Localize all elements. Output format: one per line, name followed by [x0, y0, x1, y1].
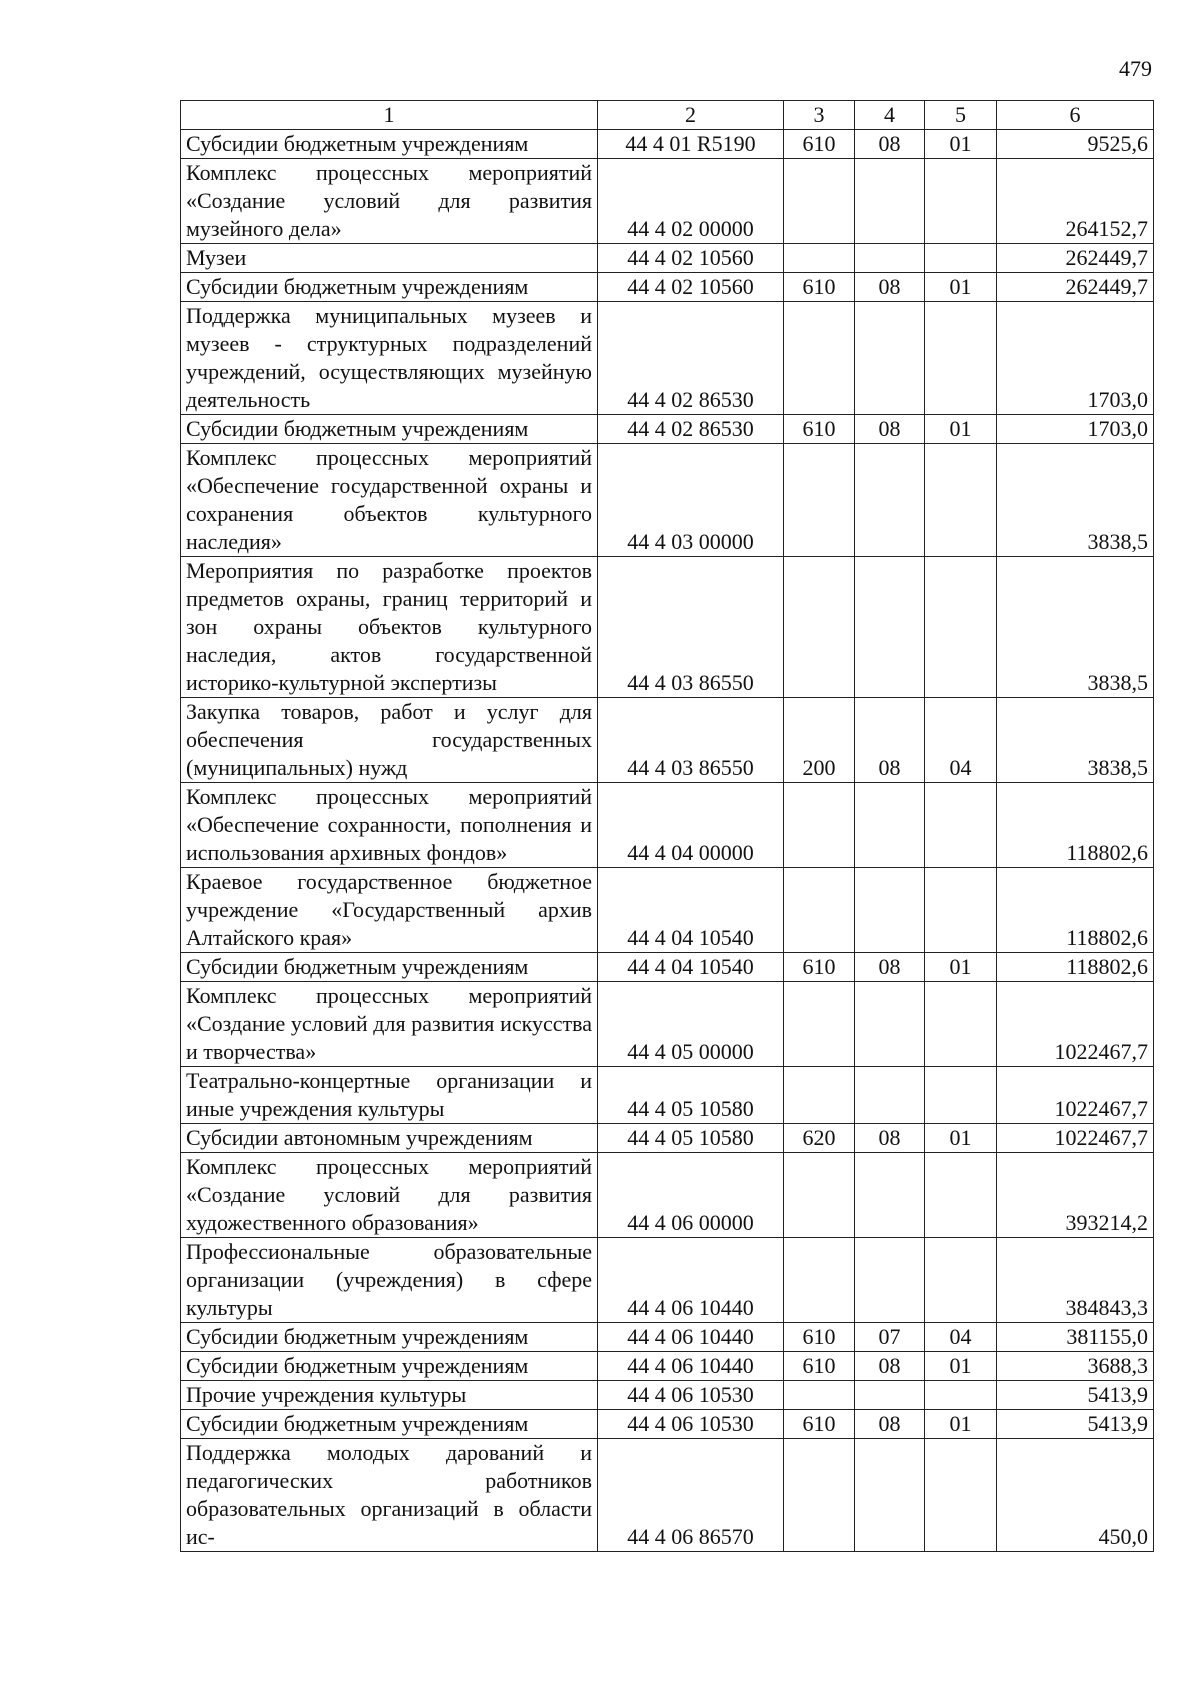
row-col5-cell: 01 — [925, 130, 997, 159]
row-name-cell: Поддержка муниципальных музеев и музеев - структурных подразделений учреждений, осуществляющих музейную деятельность — [181, 302, 598, 415]
row-col4-cell: 08 — [855, 953, 925, 982]
row-code-cell: 44 4 06 10530 — [598, 1381, 784, 1410]
row-code-cell: 44 4 06 10440 — [598, 1238, 784, 1323]
row-col5-cell — [925, 868, 997, 953]
row-col3-cell — [784, 444, 855, 557]
row-name-cell: Музеи — [181, 244, 598, 273]
column-header-1: 1 — [181, 101, 598, 130]
row-name-cell: Поддержка молодых дарований и педагогических работников образовательных организаций в области ис- — [181, 1439, 598, 1552]
row-amount-cell: 264152,7 — [997, 159, 1154, 244]
page-number: 479 — [1119, 56, 1152, 81]
row-col4-cell: 08 — [855, 1124, 925, 1153]
row-col4-cell — [855, 302, 925, 415]
row-name-cell: Субсидии бюджетным учреждениям — [181, 415, 598, 444]
row-amount-cell: 1703,0 — [997, 302, 1154, 415]
budget-table — [180, 100, 1154, 1552]
row-col3-cell: 610 — [784, 953, 855, 982]
row-col4-cell — [855, 1238, 925, 1323]
row-col3-cell: 620 — [784, 1124, 855, 1153]
row-name-cell: Профессиональные образовательные организации (учреждения) в сфере культуры — [181, 1238, 598, 1323]
row-amount-cell: 3688,3 — [997, 1352, 1154, 1381]
budget-table-body — [181, 101, 1154, 1552]
row-col3-cell — [784, 1439, 855, 1552]
row-col5-cell: 01 — [925, 953, 997, 982]
row-col5-cell — [925, 1067, 997, 1124]
row-col3-cell — [784, 982, 855, 1067]
row-amount-cell: 5413,9 — [997, 1410, 1154, 1439]
row-col4-cell — [855, 1153, 925, 1238]
row-col3-cell: 200 — [784, 698, 855, 783]
row-amount-cell: 384843,3 — [997, 1238, 1154, 1323]
row-code-cell: 44 4 04 10540 — [598, 868, 784, 953]
row-amount-cell: 3838,5 — [997, 557, 1154, 698]
row-name-cell: Субсидии бюджетным учреждениям — [181, 1323, 598, 1352]
row-col5-cell — [925, 1153, 997, 1238]
row-col5-cell: 01 — [925, 273, 997, 302]
row-col3-cell — [784, 1153, 855, 1238]
row-amount-cell: 1703,0 — [997, 415, 1154, 444]
row-name-cell: Субсидии бюджетным учреждениям — [181, 953, 598, 982]
row-amount-cell: 393214,2 — [997, 1153, 1154, 1238]
row-col3-cell — [784, 1238, 855, 1323]
row-col4-cell — [855, 159, 925, 244]
row-col4-cell: 08 — [855, 1352, 925, 1381]
row-col3-cell: 610 — [784, 1323, 855, 1352]
row-col3-cell — [784, 302, 855, 415]
row-col5-cell — [925, 444, 997, 557]
row-col3-cell: 610 — [784, 130, 855, 159]
table-row — [181, 1352, 1154, 1381]
table-row — [181, 953, 1154, 982]
row-col4-cell — [855, 244, 925, 273]
row-amount-cell: 5413,9 — [997, 1381, 1154, 1410]
row-code-cell: 44 4 06 10440 — [598, 1323, 784, 1352]
row-code-cell: 44 4 04 10540 — [598, 953, 784, 982]
row-col5-cell — [925, 783, 997, 868]
table-header-row — [181, 101, 1154, 130]
row-col4-cell — [855, 868, 925, 953]
row-col5-cell: 04 — [925, 1323, 997, 1352]
row-col5-cell — [925, 244, 997, 273]
row-col5-cell — [925, 159, 997, 244]
row-name-cell: Театрально-концертные организации и иные учреждения культуры — [181, 1067, 598, 1124]
row-col4-cell — [855, 1439, 925, 1552]
row-code-cell: 44 4 02 86530 — [598, 415, 784, 444]
row-col4-cell: 08 — [855, 698, 925, 783]
row-col4-cell: 08 — [855, 130, 925, 159]
row-code-cell: 44 4 06 10530 — [598, 1410, 784, 1439]
row-col5-cell: 04 — [925, 698, 997, 783]
row-amount-cell: 262449,7 — [997, 273, 1154, 302]
row-name-cell: Субсидии автономным учреждениям — [181, 1124, 598, 1153]
table-row — [181, 244, 1154, 273]
row-name-cell: Комплекс процессных мероприятий «Создание условий для развития музейного дела» — [181, 159, 598, 244]
row-name-cell: Субсидии бюджетным учреждениям — [181, 273, 598, 302]
row-code-cell: 44 4 02 86530 — [598, 302, 784, 415]
row-amount-cell: 9525,6 — [997, 130, 1154, 159]
row-amount-cell: 118802,6 — [997, 868, 1154, 953]
table-row — [181, 1153, 1154, 1238]
row-col3-cell — [784, 783, 855, 868]
row-name-cell: Комплекс процессных мероприятий «Обеспечение сохранности, пополнения и использования архивных фондов» — [181, 783, 598, 868]
column-header-6: 6 — [997, 101, 1154, 130]
row-name-cell: Субсидии бюджетным учреждениям — [181, 1352, 598, 1381]
row-col4-cell: 08 — [855, 415, 925, 444]
row-col3-cell: 610 — [784, 415, 855, 444]
row-col4-cell — [855, 1381, 925, 1410]
table-row — [181, 302, 1154, 415]
row-amount-cell: 3838,5 — [997, 698, 1154, 783]
row-col4-cell: 07 — [855, 1323, 925, 1352]
row-col4-cell — [855, 982, 925, 1067]
row-code-cell: 44 4 05 10580 — [598, 1067, 784, 1124]
row-code-cell: 44 4 06 86570 — [598, 1439, 784, 1552]
row-col5-cell: 01 — [925, 1124, 997, 1153]
row-name-cell: Прочие учреждения культуры — [181, 1381, 598, 1410]
row-name-cell: Субсидии бюджетным учреждениям — [181, 130, 598, 159]
table-row — [181, 783, 1154, 868]
row-code-cell: 44 4 06 00000 — [598, 1153, 784, 1238]
row-col3-cell — [784, 868, 855, 953]
row-col4-cell — [855, 557, 925, 698]
row-name-cell: Комплекс процессных мероприятий «Создание условий для развития художественного образования» — [181, 1153, 598, 1238]
row-col5-cell — [925, 557, 997, 698]
table-row — [181, 698, 1154, 783]
row-code-cell: 44 4 04 00000 — [598, 783, 784, 868]
row-col4-cell — [855, 1067, 925, 1124]
row-code-cell: 44 4 02 10560 — [598, 244, 784, 273]
row-col4-cell — [855, 444, 925, 557]
column-header-4: 4 — [855, 101, 925, 130]
row-amount-cell: 262449,7 — [997, 244, 1154, 273]
row-name-cell: Субсидии бюджетным учреждениям — [181, 1410, 598, 1439]
row-code-cell: 44 4 02 00000 — [598, 159, 784, 244]
row-amount-cell: 1022467,7 — [997, 982, 1154, 1067]
row-amount-cell: 1022467,7 — [997, 1067, 1154, 1124]
table-row — [181, 1439, 1154, 1552]
table-row — [181, 557, 1154, 698]
row-col3-cell: 610 — [784, 1352, 855, 1381]
row-amount-cell: 381155,0 — [997, 1323, 1154, 1352]
row-name-cell: Комплекс процессных мероприятий «Создание условий для развития искусства и творчества» — [181, 982, 598, 1067]
row-name-cell: Комплекс процессных мероприятий «Обеспечение государственной охраны и сохранения объектов культурного наследия» — [181, 444, 598, 557]
column-header-2: 2 — [598, 101, 784, 130]
row-col5-cell — [925, 982, 997, 1067]
table-row — [181, 444, 1154, 557]
table-row — [181, 1238, 1154, 1323]
row-col5-cell — [925, 1238, 997, 1323]
row-code-cell: 44 4 03 86550 — [598, 557, 784, 698]
row-code-cell: 44 4 03 86550 — [598, 698, 784, 783]
row-code-cell: 44 4 06 10440 — [598, 1352, 784, 1381]
row-name-cell: Мероприятия по разработке проектов предметов охраны, границ территорий и зон охраны объектов культурного наследия, актов государственной историко-культурной экспертизы — [181, 557, 598, 698]
column-header-5: 5 — [925, 101, 997, 130]
row-col4-cell: 08 — [855, 273, 925, 302]
row-code-cell: 44 4 05 00000 — [598, 982, 784, 1067]
row-col5-cell — [925, 1439, 997, 1552]
row-amount-cell: 450,0 — [997, 1439, 1154, 1552]
row-amount-cell: 3838,5 — [997, 444, 1154, 557]
table-row — [181, 1124, 1154, 1153]
column-header-3: 3 — [784, 101, 855, 130]
row-amount-cell: 118802,6 — [997, 953, 1154, 982]
table-row — [181, 868, 1154, 953]
table-row — [181, 1381, 1154, 1410]
row-col3-cell — [784, 159, 855, 244]
table-row — [181, 1323, 1154, 1352]
row-col5-cell: 01 — [925, 1352, 997, 1381]
table-row — [181, 130, 1154, 159]
table-row — [181, 273, 1154, 302]
table-row — [181, 159, 1154, 244]
row-name-cell: Закупка товаров, работ и услуг для обеспечения государственных (муниципальных) нужд — [181, 698, 598, 783]
row-col3-cell: 610 — [784, 1410, 855, 1439]
table-row — [181, 415, 1154, 444]
row-col5-cell: 01 — [925, 415, 997, 444]
table-row — [181, 982, 1154, 1067]
row-col3-cell — [784, 1381, 855, 1410]
row-code-cell: 44 4 05 10580 — [598, 1124, 784, 1153]
row-name-cell: Краевое государственное бюджетное учреждение «Государственный архив Алтайского края» — [181, 868, 598, 953]
row-col3-cell — [784, 1067, 855, 1124]
table-row — [181, 1067, 1154, 1124]
row-col5-cell — [925, 1381, 997, 1410]
table-row — [181, 1410, 1154, 1439]
row-col4-cell — [855, 783, 925, 868]
row-col4-cell: 08 — [855, 1410, 925, 1439]
row-amount-cell: 118802,6 — [997, 783, 1154, 868]
row-code-cell: 44 4 01 R5190 — [598, 130, 784, 159]
row-col5-cell: 01 — [925, 1410, 997, 1439]
row-col5-cell — [925, 302, 997, 415]
row-amount-cell: 1022467,7 — [997, 1124, 1154, 1153]
row-code-cell: 44 4 03 00000 — [598, 444, 784, 557]
row-col3-cell — [784, 557, 855, 698]
row-col3-cell: 610 — [784, 273, 855, 302]
row-code-cell: 44 4 02 10560 — [598, 273, 784, 302]
row-col3-cell — [784, 244, 855, 273]
